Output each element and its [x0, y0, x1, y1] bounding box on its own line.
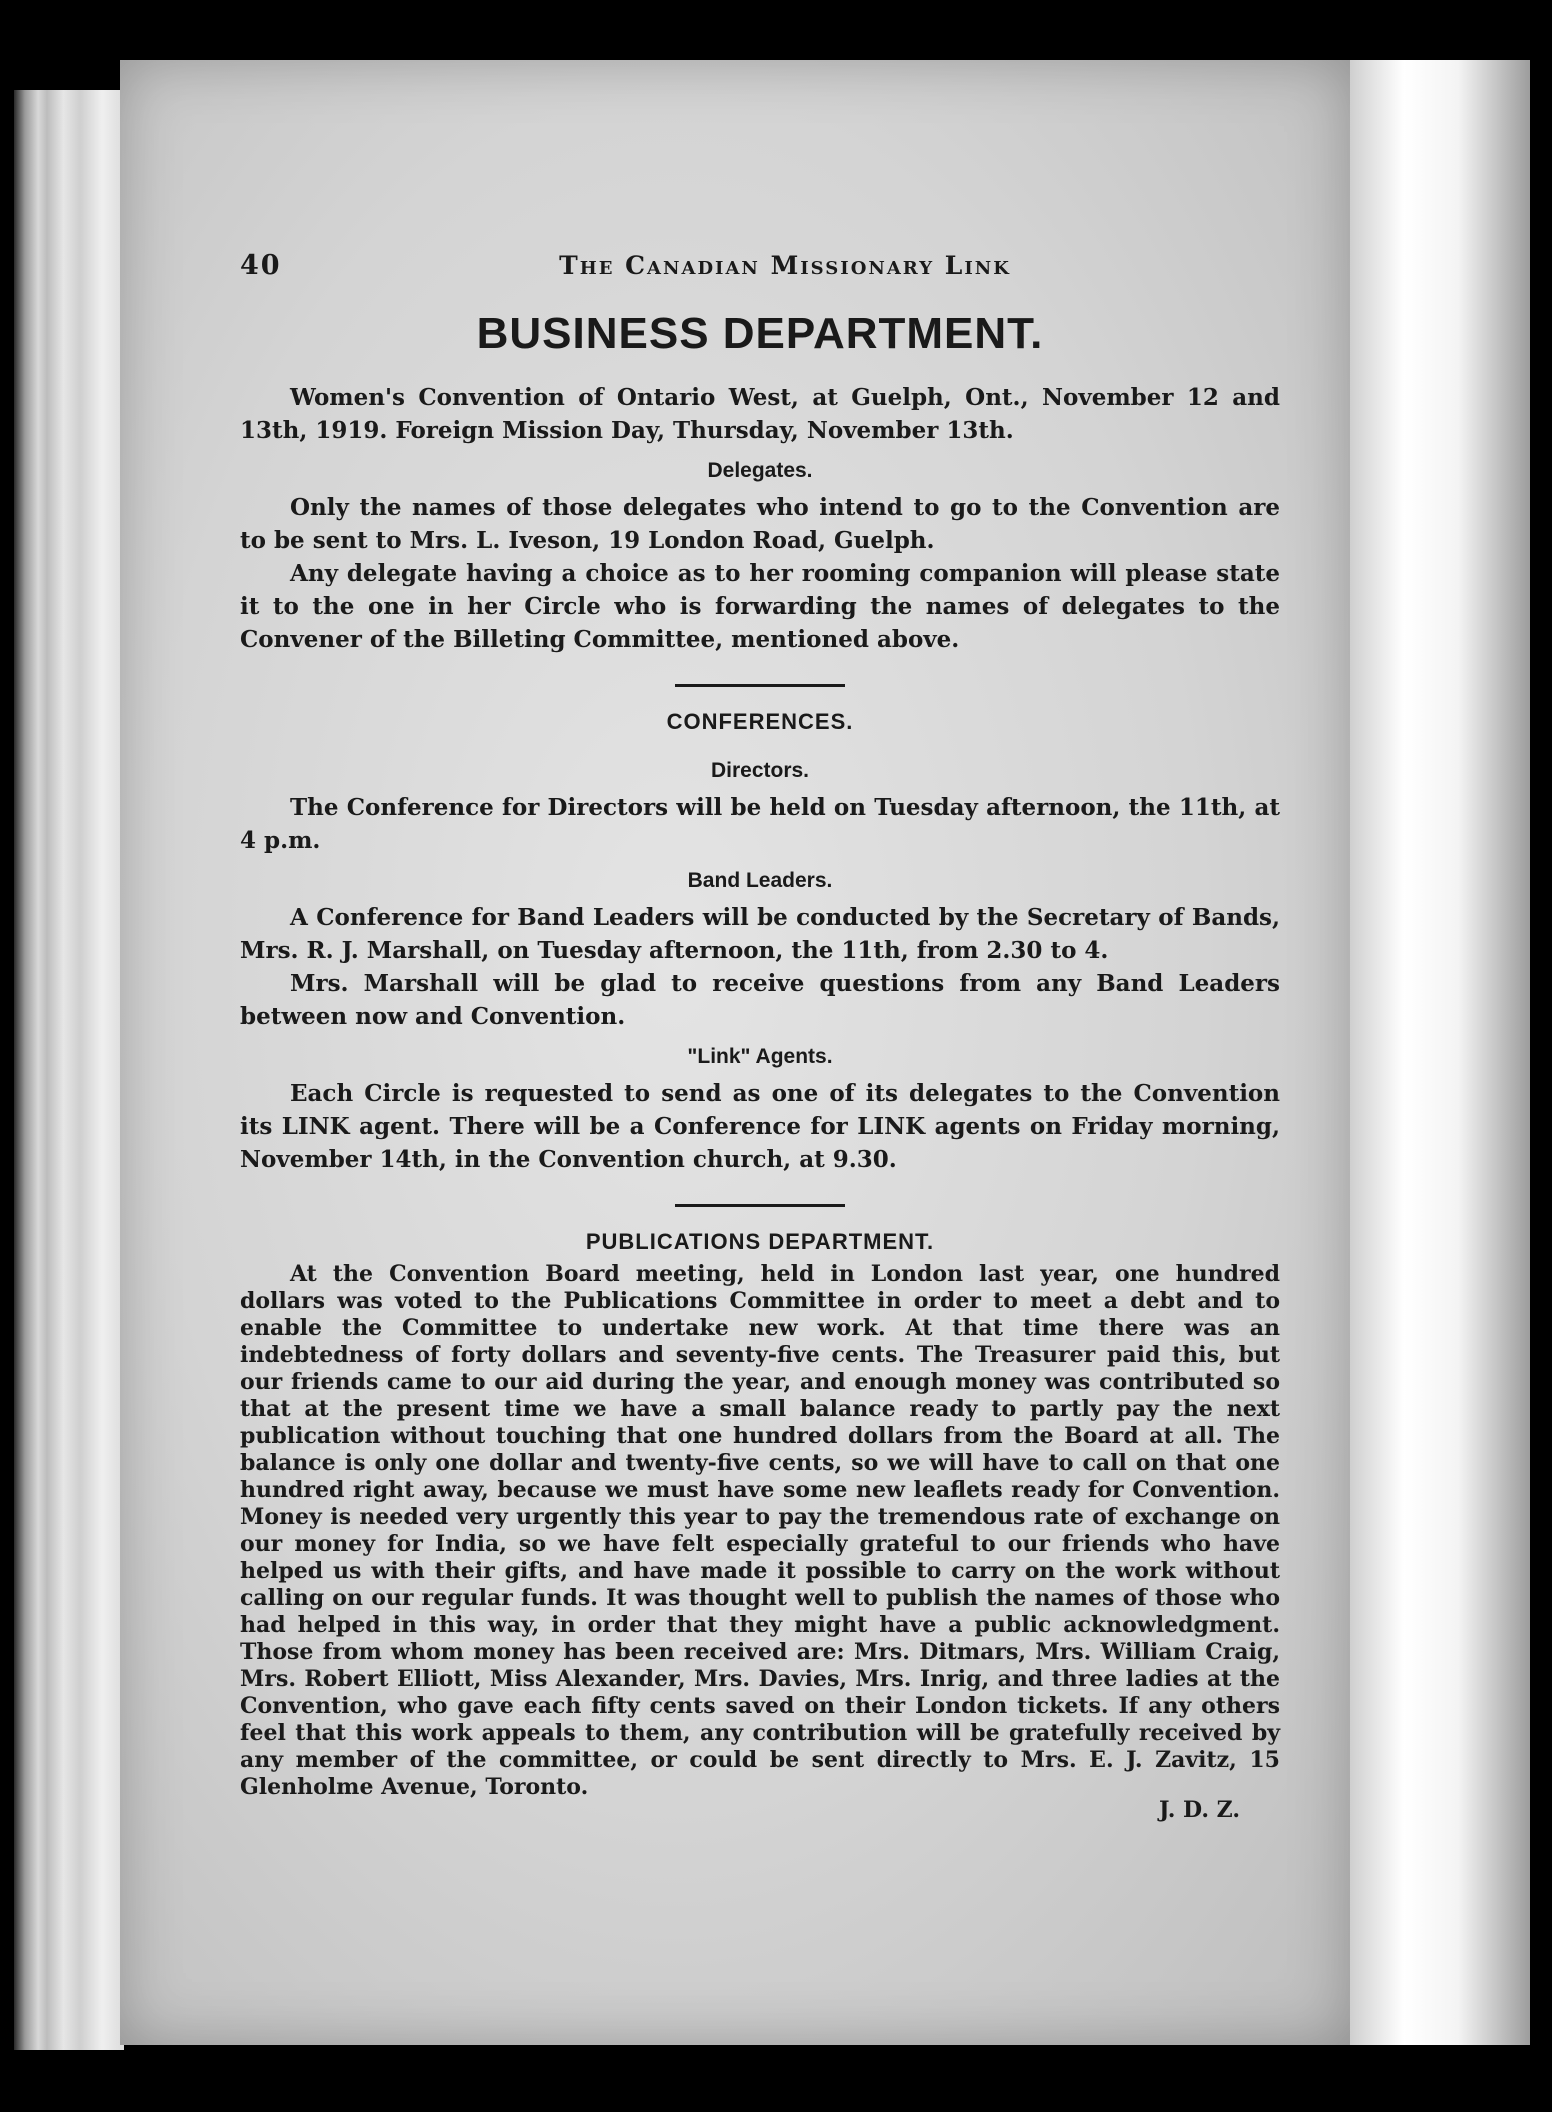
publications-paragraph: At the Convention Board meeting, held in London last year, one hundred dollars was voted to the Publications Committee in order to meet a debt and to enable the Committee to undertake new work. At that time there was an indebtedness of forty dollars and seventy-five cents. The Treasurer paid this, but our friends came to our aid during the year, and enough money was contributed so that at the present time we have a small balance ready to partly pay the next publication without touching that one hundred dollars from the Board at all. The balance is only one dollar and twenty-five cents, so we will have to call on that one hundred right away, because we must have some new leaflets ready for Convention. Money is needed very urgently this year to pay the tremendous rate of exchange on our money for India, so we have felt especially grateful to our friends who have helped us with their gifts, and have made it possible to carry on the work without calling on our regular funds. It was thought well to publish the names of those who had helped in this way, in order that they might have a public acknowledgment. Those from whom money has been received are: Mrs. Ditmars, Mrs. William Craig, Mrs. Robert Elliott, Miss Alexander, Mrs. Davies, Mrs. Inrig, and three ladies at the Convention, who gave each fifty cents saved on their London tickets. If any others feel that this work appeals to them, any contribution will be gratefully received by any member of the committee, or could be sent directly to Mrs. E. J. Zavitz, 15 Glenholme Avenue, Toronto. — [240, 1261, 1280, 1800]
section-divider — [675, 1204, 845, 1207]
publications-section — [240, 1261, 1280, 1801]
publications-heading: PUBLICATIONS DEPARTMENT. — [585, 1229, 935, 1254]
page-content — [240, 250, 1280, 1823]
link-agents-heading: "Link" Agents. — [687, 1045, 833, 1068]
signature-initials: J. D. Z. — [1159, 1797, 1240, 1823]
page-number: 40 — [240, 250, 282, 281]
running-head — [240, 250, 1280, 281]
delegates-paragraph-1: Only the names of those delegates who intend to go to the Convention are to be sent to Mrs. L. Iveson, 19 London Road, Guelph. — [240, 494, 1280, 554]
facing-page-strip — [1350, 60, 1530, 2045]
directors-paragraph: The Conference for Directors will be held on Tuesday afternoon, the 11th, at 4 p.m. — [240, 794, 1280, 854]
journal-title: The Canadian Missionary Link — [559, 251, 1011, 280]
delegates-paragraph-2: Any delegate having a choice as to her rooming companion will please state it to the one in her Circle who is forwarding the names of delegates to the Convener of the Billeting Committee, mentioned above. — [240, 560, 1280, 653]
book-page-edges — [14, 90, 124, 2050]
delegates-heading: Delegates. — [707, 459, 813, 482]
directors-heading: Directors. — [710, 759, 810, 782]
section-divider — [675, 684, 845, 687]
link-agents-paragraph: Each Circle is requested to send as one of its delegates to the Convention its LINK agent. There will be a Conference for LINK agents on Friday morning, November 14th, in the Convention church, at 9.30. — [240, 1080, 1280, 1173]
band-leaders-heading: Band Leaders. — [687, 869, 833, 892]
conferences-heading: CONFERENCES. — [666, 709, 854, 734]
band-leaders-paragraph-1: A Conference for Band Leaders will be conducted by the Secretary of Bands, Mrs. R. J. Marshall, on Tuesday afternoon, the 11th, from 2.30 to 4. — [240, 904, 1280, 964]
page-title: BUSINESS DEPARTMENT. — [476, 309, 1044, 358]
band-leaders-paragraph-2: Mrs. Marshall will be glad to receive questions from any Band Leaders between now and Convention. — [240, 970, 1280, 1030]
intro-paragraph: Women's Convention of Ontario West, at Guelph, Ont., November 12 and 13th, 1919. Foreign Mission Day, Thursday, November 13th. — [240, 384, 1280, 444]
